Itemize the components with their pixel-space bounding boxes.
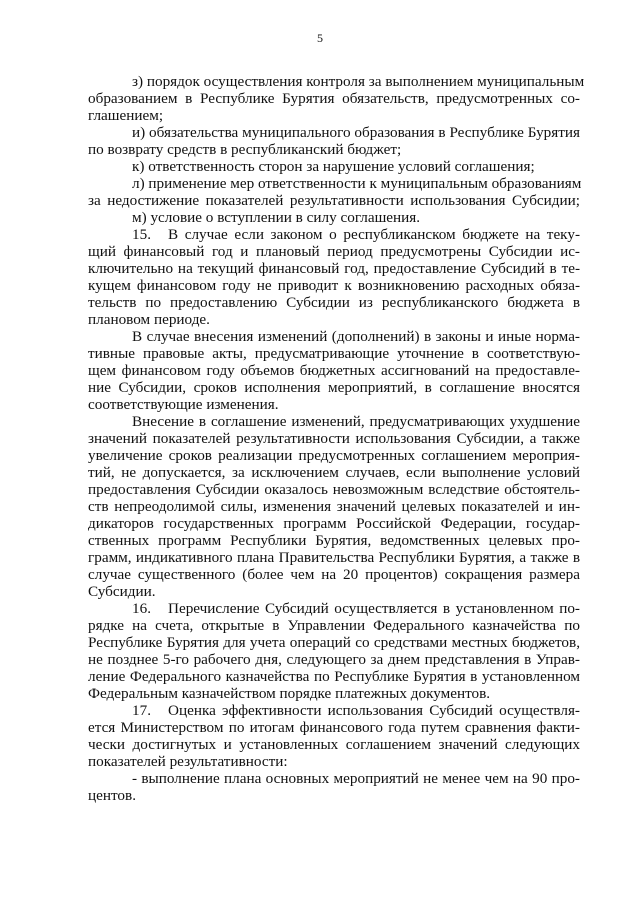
line-text: м) условие о вступлении в силу соглашения. <box>132 209 421 226</box>
text-line <box>88 583 580 600</box>
text-line <box>88 532 580 549</box>
line-text: ств непреодолимой силы, изменения значений целевых показателей и ин- <box>88 498 580 515</box>
text-line <box>88 175 580 192</box>
page-number: 5 <box>317 31 323 45</box>
text-line <box>88 226 580 243</box>
text-line <box>88 430 580 447</box>
text-line <box>88 719 580 736</box>
line-text: ние Субсидии, сроков исполнения мероприятий, в соглашение вносятся <box>88 379 580 396</box>
text-line <box>88 770 580 787</box>
line-text: глашением; <box>88 107 164 124</box>
line-text: ственных программ Республики Бурятия, ведомственных целевых про- <box>88 532 580 549</box>
line-text: В случае если законом о республиканском бюджете на теку- <box>168 226 580 243</box>
text-line <box>88 379 580 396</box>
text-line <box>88 634 580 651</box>
text-line <box>88 651 580 668</box>
text-line <box>88 566 580 583</box>
text-line <box>88 515 580 532</box>
line-text: показателей результативности: <box>88 753 288 770</box>
line-text: л) применение мер ответственности к муниципальным образованиям <box>132 175 582 192</box>
text-line <box>88 736 580 753</box>
line-text: ется Министерством по итогам финансового года путем сравнения факти- <box>88 719 580 736</box>
clause-number: 17. <box>132 702 151 719</box>
text-line <box>88 362 580 379</box>
text-line <box>88 73 585 90</box>
text-line <box>88 549 580 566</box>
text-line <box>88 277 580 294</box>
line-text: за недостижение показателей результативности использования Субсидии; <box>88 192 580 209</box>
line-text: Оценка эффективности использования Субсидий осуществля- <box>168 702 580 719</box>
text-line <box>88 787 580 804</box>
text-line <box>88 294 580 311</box>
line-text: Субсидии. <box>88 583 156 600</box>
text-line <box>88 345 580 362</box>
text-line <box>88 107 580 124</box>
line-text: по возврату средств в республиканский бюджет; <box>88 141 402 158</box>
text-line <box>88 413 580 430</box>
text-line <box>88 481 580 498</box>
line-text: и) обязательства муниципального образования в Республике Бурятия <box>132 124 580 141</box>
line-text: плановом периоде. <box>88 311 210 328</box>
line-text: Перечисление Субсидий осуществляется в установленном по- <box>168 600 580 617</box>
line-text: щий финансовый год и плановый период предусмотрены Субсидии ис- <box>88 243 580 260</box>
text-line <box>88 243 580 260</box>
text-line <box>88 158 580 175</box>
text-line <box>88 668 580 685</box>
line-text: тельств по предоставлению Субсидии из республиканского бюджета в <box>88 294 580 311</box>
text-line <box>88 209 580 226</box>
line-text: значений показателей результативности использования Субсидии, а также <box>88 430 580 447</box>
line-text: к) ответственность сторон за нарушение условий соглашения; <box>132 158 535 175</box>
line-text: рядке на счета, открытые в Управлении Федерального казначейства по <box>88 617 580 634</box>
text-line <box>88 447 580 464</box>
line-text: чески достигнутых и установленных соглашением значений следующих <box>88 736 580 753</box>
line-text: Внесение в соглашение изменений, предусматривающих ухудшение <box>132 413 580 430</box>
line-text: дикаторов государственных программ Российской Федерации, государ- <box>88 515 580 532</box>
text-line <box>88 311 580 328</box>
line-text: ление Федерального казначейства по Республике Бурятия в установленном <box>88 668 580 685</box>
text-line <box>88 396 580 413</box>
text-line <box>88 498 580 515</box>
text-line <box>88 617 580 634</box>
text-line <box>88 141 580 158</box>
clause-number: 15. <box>132 226 151 243</box>
line-text: образованием в Республике Бурятия обязательств, предусмотренных со- <box>88 90 580 107</box>
line-text: кущем финансовом году не приводит к возникновению расходных обяза- <box>88 277 580 294</box>
line-text: тий, не допускается, за исключением случаев, если выполнение условий <box>88 464 580 481</box>
line-text: соответствующие изменения. <box>88 396 279 413</box>
text-line <box>88 192 580 209</box>
line-text: - выполнение плана основных мероприятий не менее чем на 90 про- <box>132 770 580 787</box>
line-text: центов. <box>88 787 136 804</box>
text-line <box>88 260 580 277</box>
text-line <box>88 753 580 770</box>
text-line <box>88 464 580 481</box>
text-line <box>88 124 580 141</box>
line-text: В случае внесения изменений (дополнений) в законы и иные норма- <box>132 328 580 345</box>
document-body <box>88 73 585 804</box>
line-text: з) порядок осуществления контроля за выполнением муниципальным <box>132 73 585 90</box>
line-text: случае существенного (более чем на 20 процентов) сокращения размера <box>88 566 580 583</box>
text-line <box>88 90 580 107</box>
text-line <box>88 328 580 345</box>
line-text: Республике Бурятия для учета операций со средствами местных бюджетов, <box>88 634 580 651</box>
line-text: тивные правовые акты, предусматривающие уточнение в соответствую- <box>88 345 580 362</box>
line-text: увеличение сроков реализации предусмотренных соглашением мероприя- <box>88 447 580 464</box>
line-text: Федеральным казначейством порядке платежных документов. <box>88 685 491 702</box>
text-line <box>88 702 580 719</box>
clause-number: 16. <box>132 600 151 617</box>
line-text: предоставления Субсидии оказалось невозможным вследствие обстоятель- <box>88 481 580 498</box>
line-text: ключительно на текущий финансовый год, предоставление Субсидий в те- <box>88 260 580 277</box>
line-text: щем финансовом году объемов бюджетных ассигнований на предоставле- <box>88 362 580 379</box>
text-line <box>88 600 580 617</box>
text-line <box>88 685 580 702</box>
line-text: не позднее 5-го рабочего дня, следующего за днем представления в Управ- <box>88 651 580 668</box>
line-text: грамм, индикативного плана Правительства Республики Бурятия, а также в <box>88 549 580 566</box>
